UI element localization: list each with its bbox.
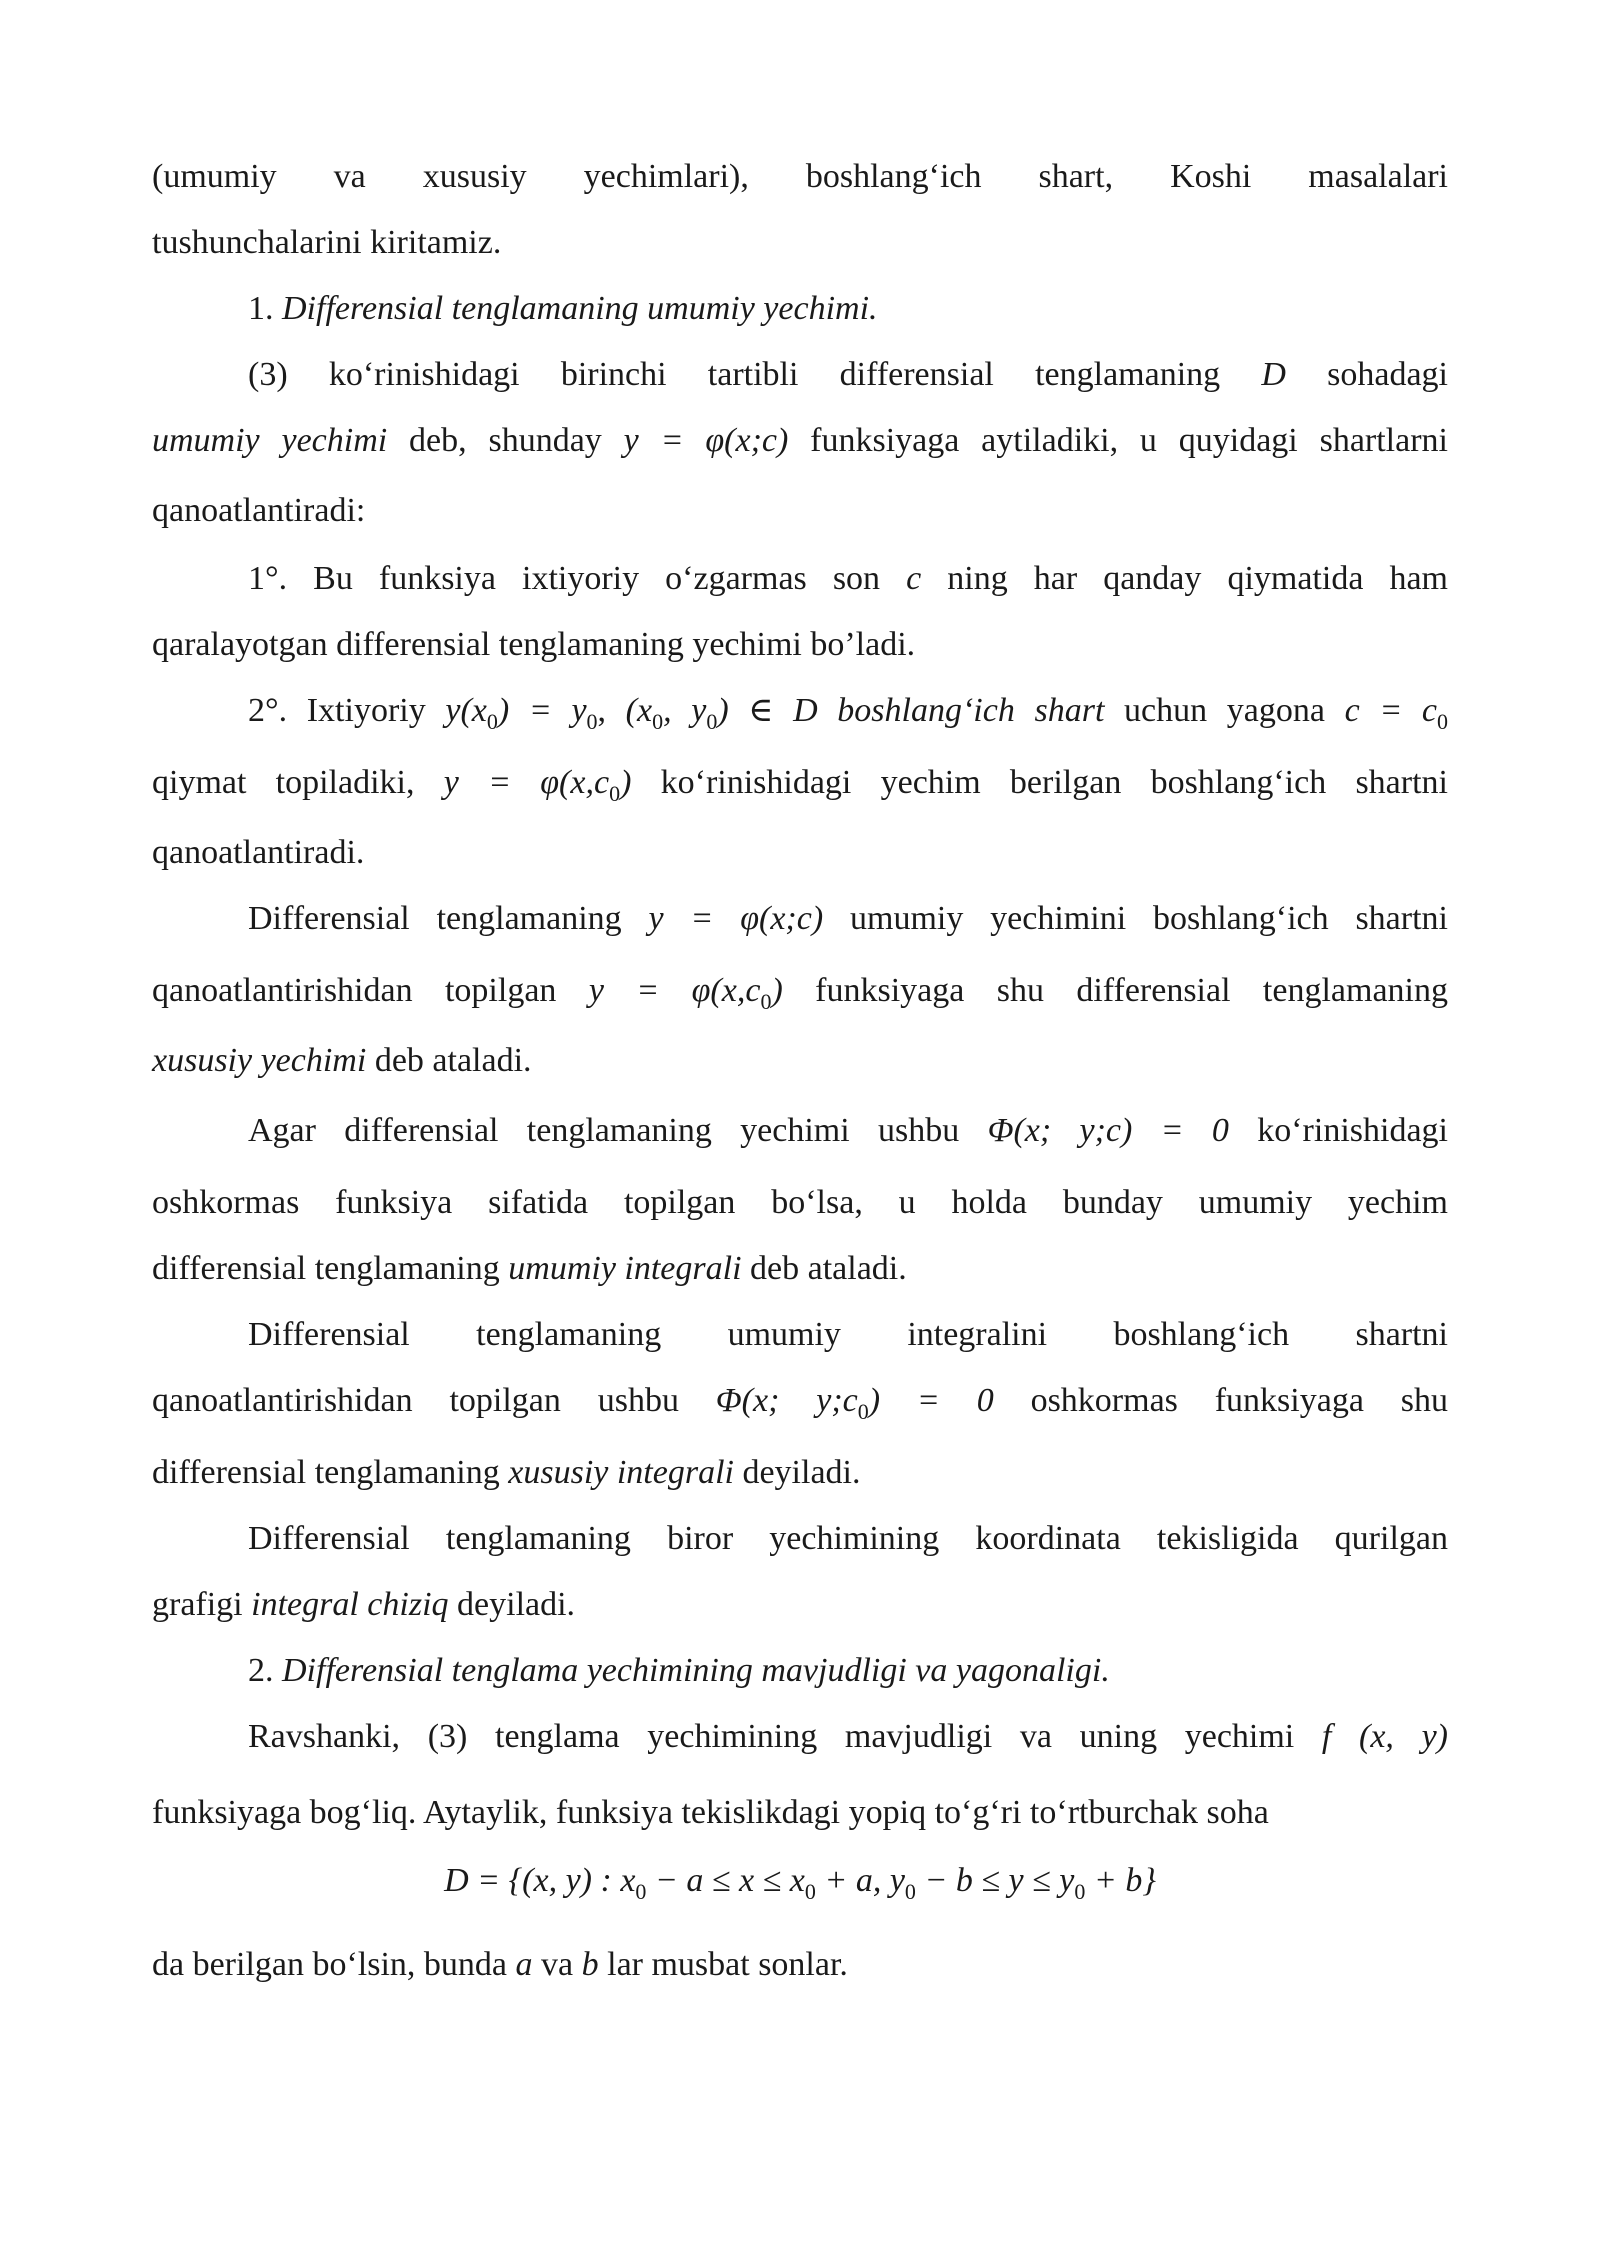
line-15: Agar differensial tenglamaning yechimi ushbu Φ(x; y;c) = 0 ko‘rinishidagi [248, 1112, 1448, 1149]
line-11: qanoatlantiradi. [152, 834, 365, 871]
line-9: 2°. Ixtiyoriy $y(x_0) = y_0$, ($x_0$, $y_0$) ∈ D boshlang‘ich shart uchun yagona $c = c_0$ [248, 692, 1448, 734]
line-5: umumiy yechimi deb, shunday y = φ(x;c) funksiyaga aytiladiki, u quyidagi shartlarni [152, 422, 1448, 459]
line-12: Differensial tenglamaning y = φ(x;c) umumiy yechimini boshlang‘ich shartni [248, 900, 1448, 937]
section-2-heading: 2. Differensial tenglama yechimining mavjudligi va yagonaligi. [248, 1652, 1110, 1689]
line-20: differensial tenglamaning xususiy integrali deyiladi. [152, 1454, 861, 1491]
line-2: tushunchalarini kiritamiz. [152, 224, 502, 261]
line-8: qaralayotgan differensial tenglamaning yechimi bo’ladi. [152, 626, 916, 663]
line-22: grafigi integral chiziq deyiladi. [152, 1586, 576, 1623]
line-7: 1°. Bu funksiya ixtiyoriy o‘zgarmas son c ning har qanday qiymatida ham [248, 560, 1448, 597]
line-6: qanoatlantiradi: [152, 492, 366, 529]
formula-domain-D: D = {(x, y) : $x_0 - a \le x \le x_0 + a$, $y_0 - b \le y \le y_0 + b$} [444, 1862, 1156, 1904]
formula-particular: $y = \varphi(x,c_0)$ [443, 764, 632, 806]
section-1-heading: 1. Differensial tenglamaning umumiy yechimi. [248, 290, 878, 327]
formula-particular-integral: Φ(x; $y;c_0) = 0$ [715, 1382, 994, 1424]
line-21: Differensial tenglamaning biror yechimining koordinata tekisligida qurilgan [248, 1520, 1448, 1557]
formula-initial-condition: $y(x_0) = y_0$, ($x_0$, $y_0$) ∈ D [445, 692, 818, 734]
formula-implicit: Φ(x; y;c) = 0 [987, 1112, 1229, 1149]
line-17: differensial tenglamaning umumiy integrali deb ataladi. [152, 1250, 907, 1287]
line-4: (3) ko‘rinishidagi birinchi tartibli differensial tenglamaning D sohadagi [248, 356, 1448, 393]
line-18: Differensial tenglamaning umumiy integralini boshlang‘ich shartni [248, 1316, 1448, 1353]
line-13: qanoatlantirishidan topilgan $y = \varphi(x,c_0)$ funksiyaga shu differensial tenglamaning [152, 972, 1448, 1014]
formula-general-solution: y = φ(x;c) [623, 422, 789, 459]
formula-f: f (x, y) [1321, 1718, 1448, 1755]
line-16: oshkormas funksiya sifatida topilgan bo‘lsa, u holda bunday umumiy yechim [152, 1184, 1448, 1221]
line-14: xususiy yechimi deb ataladi. [152, 1042, 532, 1079]
line-1: (umumiy va xususiy yechimlari), boshlang‘ich shart, Koshi masalalari [152, 158, 1448, 195]
line-25: funksiyaga bog‘liq. Aytaylik, funksiya tekislikdagi yopiq to‘g‘ri to‘rtburchak soha [152, 1794, 1269, 1831]
line-27: da berilgan bo‘lsin, bunda a va b lar musbat sonlar. [152, 1946, 848, 1983]
line-19: qanoatlantirishidan topilgan ushbu Φ(x; $y;c_0) = 0$ oshkormas funksiyaga shu [152, 1382, 1448, 1424]
line-24: Ravshanki, (3) tenglama yechimining mavjudligi va uning yechimi f (x, y) [248, 1718, 1448, 1755]
formula-c0: $c = c_0$ [1344, 692, 1448, 734]
line-10: qiymat topiladiki, $y = \varphi(x,c_0)$ ko‘rinishidagi yechim berilgan boshlang‘ich shartni [152, 764, 1448, 806]
